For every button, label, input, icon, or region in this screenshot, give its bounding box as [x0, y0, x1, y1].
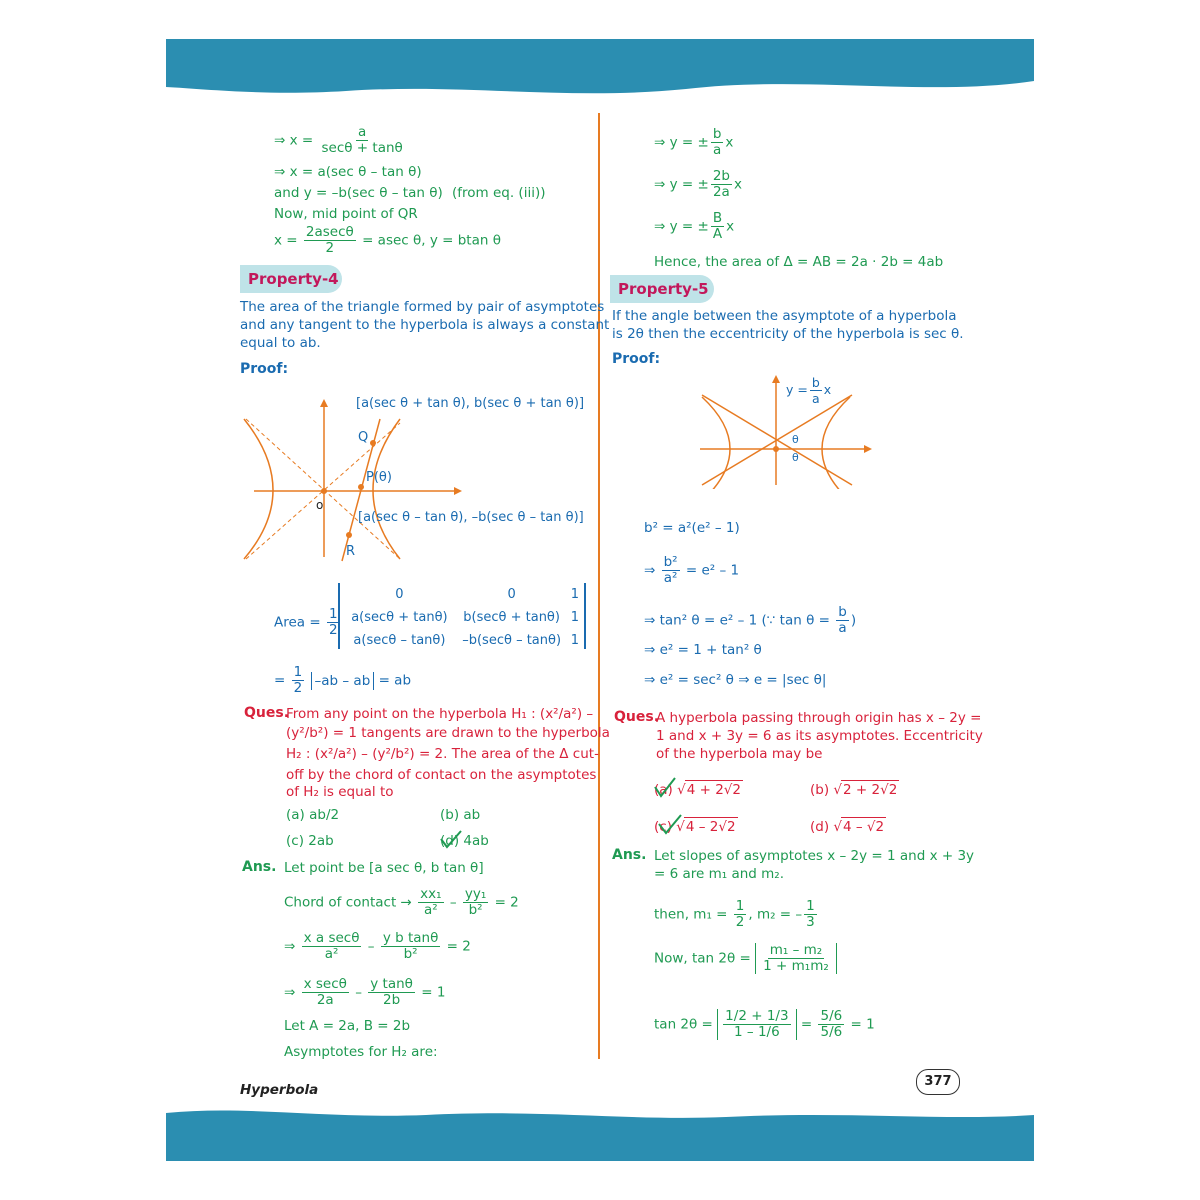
ans-line: Let slopes of asymptotes x – 2y = 1 and x + 3y — [654, 848, 975, 864]
ques-line: off by the chord of contact on the asymptotes — [286, 767, 597, 783]
tan-2theta: Now, tan 2θ = $\frac{\text{m₁ – m₂}}{\text{1 + m₁m₂}}$ — [654, 943, 837, 974]
area-determinant — [338, 583, 586, 649]
y-axis-arrow — [320, 399, 328, 407]
chord-of-contact: Chord of contact → $\frac{\text{xx₁}}{\text{a²}}$ – $\frac{\text{yy₁}}{\text{b²}}$ = 2 — [284, 886, 519, 918]
step-2: ⇒ $\frac{\text{b²}}{\text{a²}}$ = e² – 1 — [644, 554, 740, 586]
hyperbola-tangent-diagram — [240, 389, 590, 569]
asymptotes-h2: Asymptotes for H₂ are: — [284, 1044, 438, 1060]
area-label: Area = $\frac{1}{2}$ — [274, 606, 338, 638]
y-eq-2: ⇒ y = ± $\frac{2b}{2a}$ x — [654, 168, 742, 200]
footer-chapter: Hyperbola — [240, 1082, 319, 1098]
slopes: then, m₁ = $\frac{1}{2}$ , m₂ = – $\frac{1}{3}$ — [654, 898, 815, 930]
label-q: Q — [358, 430, 369, 445]
origin-point — [321, 488, 327, 494]
eq-x-expanded: ⇒ x = a(sec θ – tan θ) — [274, 164, 422, 180]
y-axis-arrow — [772, 375, 780, 383]
page-number: 377 — [924, 1074, 952, 1089]
midpoint-eq: x = $\frac{2asec\theta}{2}$ = asec θ, y = btan θ — [274, 224, 501, 256]
ques-line: of H₂ is equal to — [286, 784, 394, 800]
label-r: R — [346, 544, 356, 559]
theta-upper: θ — [792, 433, 799, 446]
det-row: a(secθ + tanθ) b(secθ + tanθ) 1 — [351, 610, 579, 625]
asymptote-eq-label: y = $\frac{b}{a}$ x — [786, 375, 832, 406]
property-4-line-3: equal to ab. — [240, 335, 321, 351]
area-result-right: Hence, the area of Δ = AB = 2a · 2b = 4ab — [654, 254, 944, 270]
label-p: P(θ) — [366, 470, 392, 485]
property-4-line-1: The area of the triangle formed by pair of asymptotes — [240, 299, 605, 315]
property-5-line-1: If the angle between the asymptote of a hyperbola — [612, 308, 957, 324]
top-wave-band — [166, 39, 1034, 101]
proof-label-left: Proof: — [240, 361, 289, 377]
det-row: a(secθ – tanθ) –b(secθ – tanθ) 1 — [353, 633, 579, 648]
point-r — [346, 532, 352, 538]
chord-eq-3: ⇒ $\frac{\text{x secθ}}{2a}$ – $\frac{\text{y tanθ}}{2b}$ = 1 — [284, 976, 446, 1008]
check-mark-icon — [438, 829, 464, 851]
option-a: (a) ab/2 — [286, 807, 340, 823]
property-4-title: Property-4 — [240, 265, 342, 293]
chord-eq-2: ⇒ $\frac{\text{x a secθ}}{\text{a²}}$ – $\frac{\text{y b tanθ}}{\text{b²}}$ = 2 — [284, 930, 471, 962]
eq-x-fraction: ⇒ x = $\frac{a}{\sec\theta + \tan\theta}$ — [274, 124, 403, 156]
tan-2theta-value: tan 2θ = $\frac{1/2 + 1/3}{1 - 1/6}$ = $\frac{5/6}{5/6}$ = 1 — [654, 1008, 875, 1040]
step-1: b² = a²(e² – 1) — [644, 520, 740, 536]
label-o: o — [316, 498, 324, 512]
x-axis-arrow — [454, 487, 462, 495]
ques-line: A hyperbola passing through origin has x – 2y = — [656, 710, 982, 726]
step-4: ⇒ e² = 1 + tan² θ — [644, 642, 762, 658]
det-row: 0 0 1 — [395, 587, 579, 602]
step-3: ⇒ tan² θ = e² – 1 (∵ tan θ = $\frac{b}{a}$ ) — [644, 604, 857, 636]
midpoint-text: Now, mid point of QR — [274, 206, 418, 222]
ques-line: H₂ : (x²/a²) – (y²/b²) = 2. The area of the Δ cut- — [286, 746, 599, 762]
property-5-line-2: is 2θ then the eccentricity of the hyperbola is sec θ. — [612, 326, 964, 342]
option-d: (d) √4 – √2 — [810, 819, 885, 835]
option-d: (d) 4ab — [440, 833, 489, 849]
area-result: = $\frac{1}{2}$ –ab – ab = ab — [274, 664, 412, 696]
origin-point — [773, 446, 779, 452]
bottom-wave-band — [166, 1105, 1034, 1161]
ans-label-left: Ans. — [242, 859, 277, 875]
ques-line: 1 and x + 3y = 6 as its asymptotes. Eccentricity — [656, 728, 983, 744]
y-eq-3: ⇒ y = ± $\frac{B}{A}$ x — [654, 210, 735, 242]
ques-line: From any point on the hyperbola H₁ : (x²/a²) – — [286, 706, 594, 722]
eq-y-ref: (from eq. (iii)) — [452, 185, 546, 201]
property-5-title: Property-5 — [610, 275, 714, 303]
eq-y: and y = –b(sec θ – tan θ) — [274, 185, 443, 201]
ans-line: = 6 are m₁ and m₂. — [654, 866, 785, 882]
property-4-line-2: and any tangent to the hyperbola is always a constant — [240, 317, 610, 333]
y-eq-1: ⇒ y = ± $\frac{b}{a}$ x — [654, 126, 734, 158]
ques-line: of the hyperbola may be — [656, 746, 823, 762]
ans-line: Let point be [a sec θ, b tan θ] — [284, 860, 484, 876]
option-c: (c) 2ab — [286, 833, 334, 849]
label-r-coords: [a(sec θ – tan θ), –b(sec θ – tan θ)] — [358, 510, 584, 525]
left-branch — [702, 397, 730, 489]
ans-label-right: Ans. — [612, 847, 647, 863]
page — [166, 39, 1034, 1161]
ques-label-left: Ques. — [244, 705, 290, 721]
check-mark-icon — [652, 776, 678, 800]
ques-line: (y²/b²) = 1 tangents are drawn to the hyperbola — [286, 725, 610, 741]
column-divider — [598, 113, 600, 1059]
x-axis-arrow — [864, 445, 872, 453]
option-a: (a) √4 + 2√2 — [654, 782, 741, 798]
option-c: (c) √4 – 2√2 — [654, 819, 736, 835]
point-p — [358, 484, 364, 490]
ques-label-right: Ques. — [614, 709, 660, 725]
label-q-coords: [a(sec θ + tan θ), b(sec θ + tan θ)] — [356, 396, 585, 411]
page-number-badge — [916, 1069, 960, 1095]
step-5: ⇒ e² = sec² θ ⇒ e = |sec θ| — [644, 672, 827, 688]
option-b: (b) √2 + 2√2 — [810, 782, 898, 798]
let-ab: Let A = 2a, B = 2b — [284, 1018, 411, 1034]
check-mark-icon — [656, 813, 684, 837]
point-q — [370, 440, 376, 446]
option-b: (b) ab — [440, 807, 481, 823]
proof-label-right: Proof: — [612, 351, 661, 367]
theta-lower: θ — [792, 451, 799, 464]
